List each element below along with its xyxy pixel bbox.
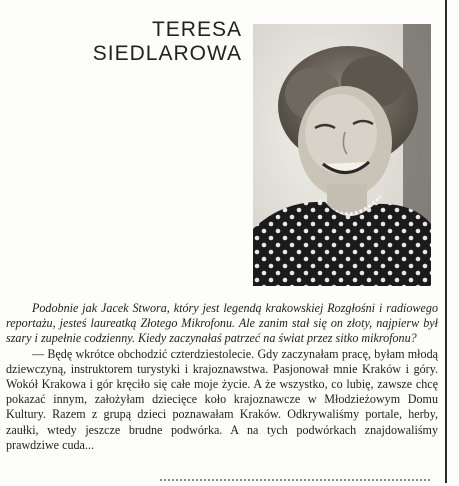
- interview-answer: — Będę wkrótce obchodzić czterdziestolecie. Gdy zaczynałam pracę, byłam młodą dziewczyną, instruktorem turystyki i krajoznawstwa. Pasjonował mnie Kraków i góry. Wokół Krakowa i gór kręciło się całe moje życie. A że wszystko, co lubię, zawsze chcę pokazać innym, założyłam dziecięce koło krajoznawcze w Młodzieżowym Domu Kultury. Razem z grupą dzieci poznawałam Kraków. Odkrywaliśmy portale, herby, zaułki, wtedy jeszcze brudne podwórka. A na tych podwórkach znajdowaliśmy prawdziwe cuda...: [6, 346, 438, 452]
- portrait-photo: [253, 24, 431, 286]
- title-first-name: TERESA: [151, 18, 242, 41]
- page-edge-line: [445, 0, 447, 483]
- cut-off-text-line: [160, 476, 430, 486]
- page-title: [90, 18, 242, 66]
- portrait-illustration: [253, 24, 431, 286]
- title-last-name: SIEDLAROWA: [92, 42, 242, 65]
- interview-question: Podobnie jak Jacek Stwora, który jest legendą krakowskiej Rozgłośni i radiowego reportażu, jesteś laureatką Złotego Mikrofonu. Ale zanim stał się on złoty, najpierw był szary i zupełnie codzienny. Kiedy zaczynałaś patrzeć na świat przez sitko mikrofonu?: [6, 301, 438, 346]
- article-text: [6, 301, 438, 453]
